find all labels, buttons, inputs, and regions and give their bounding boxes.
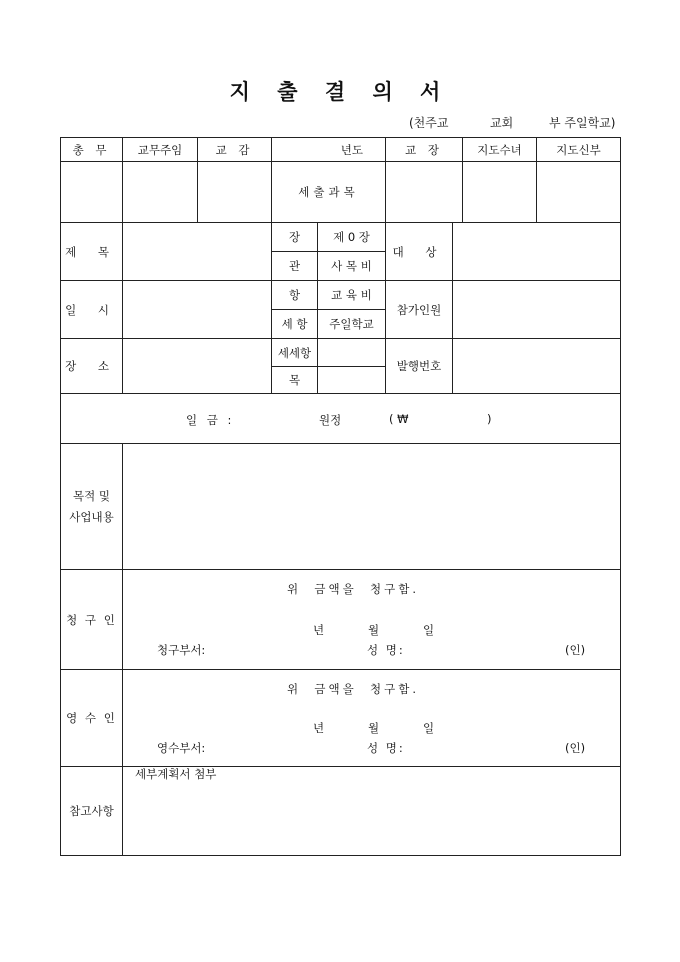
hang-label: 항 xyxy=(271,280,318,310)
sehang-value: 주일학교 xyxy=(317,309,386,339)
claimant-year: 년 xyxy=(313,623,325,637)
claimant-statement: 위 금액을 청구함. xyxy=(287,582,420,596)
place-label: 장 소 xyxy=(60,338,123,394)
budget-item-label: 세출과목 xyxy=(271,161,386,223)
participants-label: 참가인원 xyxy=(385,280,453,339)
receiver-day: 일 xyxy=(423,721,435,735)
target-field[interactable] xyxy=(452,222,621,281)
receiver-name-label: 성 명: xyxy=(367,741,405,755)
claimant-label: 청 구 인 xyxy=(60,569,123,670)
jang-value: 제 0 장 xyxy=(317,222,386,252)
remarks-label: 참고사항 xyxy=(60,766,123,856)
subject-label: 제 목 xyxy=(60,222,123,281)
subtitle-school: 부 주일학교) xyxy=(549,116,616,130)
document-title: 지 출 결 의 서 xyxy=(229,79,451,104)
receiver-dept-label: 영수부서: xyxy=(157,741,206,755)
gwan-label: 관 xyxy=(271,251,318,281)
mok-field[interactable] xyxy=(317,366,386,394)
signature-box-vice-principal[interactable] xyxy=(197,161,272,223)
receiver-year: 년 xyxy=(313,721,325,735)
sesehang-label: 세세항 xyxy=(271,338,318,367)
subtitle-church: (천주교 xyxy=(409,116,449,130)
signature-box-academic[interactable] xyxy=(122,161,198,223)
amount-label: 일 금 : xyxy=(186,413,235,427)
amount-open-paren: ( ₩ xyxy=(389,412,409,426)
receiver-month: 월 xyxy=(368,721,380,735)
sehang-label: 세 항 xyxy=(271,309,318,339)
date-label: 일 시 xyxy=(60,280,123,339)
target-label: 대 상 xyxy=(385,222,453,281)
purpose-label-line1: 목적 및 xyxy=(73,488,110,503)
approval-header-general: 총 무 xyxy=(60,137,123,162)
signature-box-principal[interactable] xyxy=(385,161,463,223)
receiver-seal: (인) xyxy=(565,741,586,755)
signature-box-priest[interactable] xyxy=(536,161,621,223)
sesehang-field[interactable] xyxy=(317,338,386,367)
place-field[interactable] xyxy=(122,338,272,394)
approval-header-priest: 지도신부 xyxy=(536,137,621,162)
approval-header-vice-principal: 교 감 xyxy=(197,137,272,162)
date-field[interactable] xyxy=(122,280,272,339)
purpose-label-line2: 사업내용 xyxy=(69,509,114,524)
jang-label: 장 xyxy=(271,222,318,252)
purpose-field[interactable] xyxy=(122,443,621,570)
claimant-name-label: 성 명: xyxy=(367,643,405,657)
amount-close-paren: ) xyxy=(487,412,492,426)
issue-number-field[interactable] xyxy=(452,338,621,394)
purpose-label xyxy=(60,443,123,570)
issue-number-label: 발행번호 xyxy=(385,338,453,394)
subject-field[interactable] xyxy=(122,222,272,281)
receiver-label: 영 수 인 xyxy=(60,669,123,767)
amount-won: 원정 xyxy=(319,413,342,427)
approval-header-sister: 지도수녀 xyxy=(462,137,537,162)
hang-value: 교 육 비 xyxy=(317,280,386,310)
approval-header-year: 년도 xyxy=(271,137,386,162)
gwan-value: 사 목 비 xyxy=(317,251,386,281)
participants-field[interactable] xyxy=(452,280,621,339)
receiver-statement: 위 금액을 청구함. xyxy=(287,682,420,696)
approval-header-academic: 교무주임 xyxy=(122,137,198,162)
signature-box-sister[interactable] xyxy=(462,161,537,223)
claimant-seal: (인) xyxy=(565,643,586,657)
subtitle-church-suffix: 교회 xyxy=(490,116,514,130)
signature-box-general[interactable] xyxy=(60,161,123,223)
mok-label: 목 xyxy=(271,366,318,394)
claimant-day: 일 xyxy=(423,623,435,637)
claimant-dept-label: 청구부서: xyxy=(157,643,206,657)
approval-header-principal: 교 장 xyxy=(385,137,463,162)
remarks-content: 세부계획서 첨부 xyxy=(135,767,217,781)
claimant-month: 월 xyxy=(368,623,380,637)
